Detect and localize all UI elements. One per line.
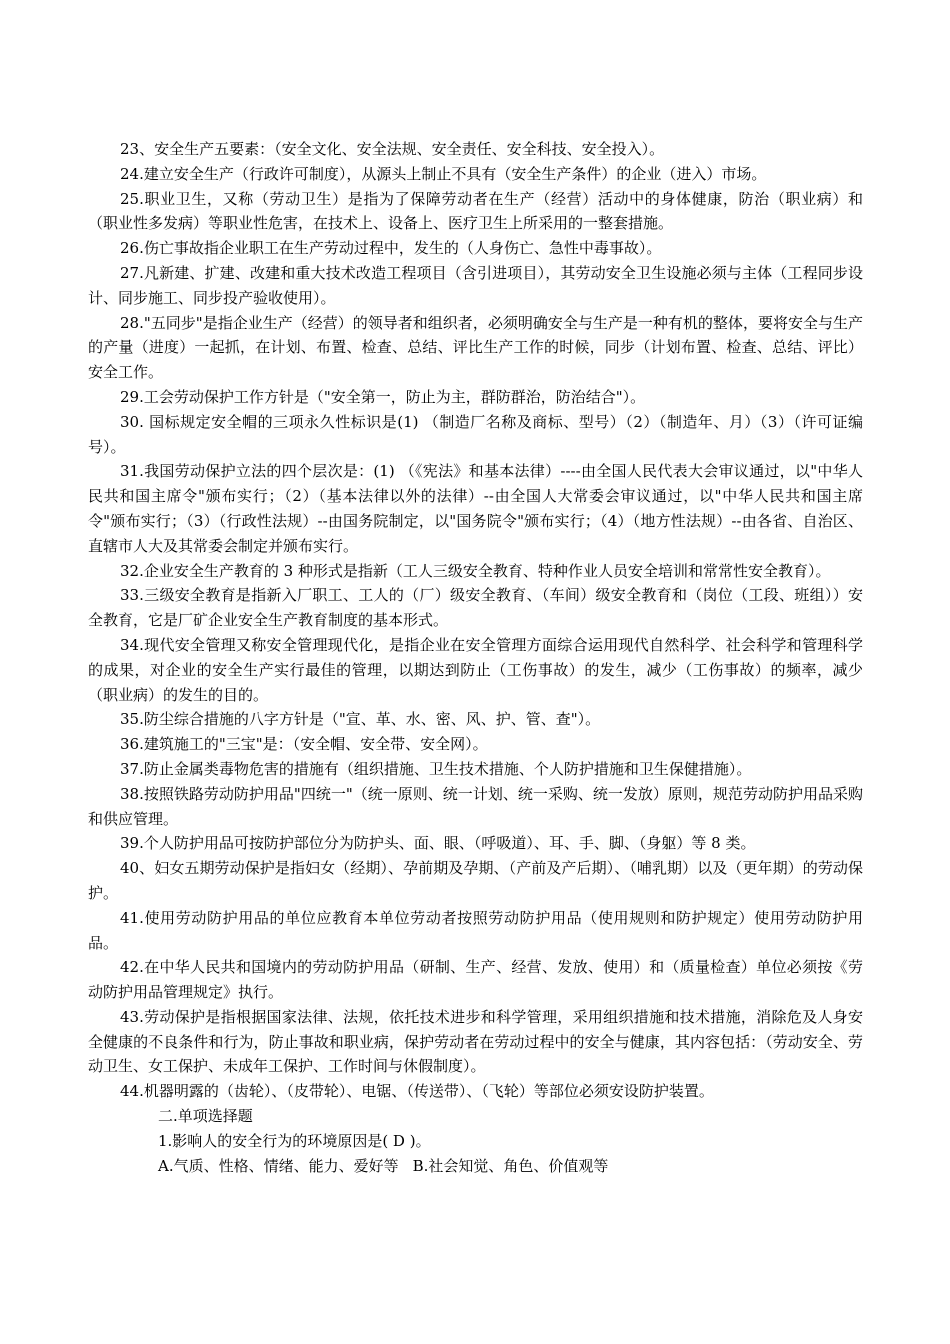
item-29: 29.工会劳动保护工作方针是（"安全第一，防止为主，群防群治，防治结合"）。 [120,387,646,406]
item-35: 35.防尘综合措施的八字方针是（"宣、革、水、密、风、护、管、查"）。 [120,710,601,729]
item-25: 25.职业卫生，又称（劳动卫生）是指为了保障劳动者在生产（经营）活动中的身体健康，防治（职业病）和（职业性多发病）等职业性危害，在技术上、设备上、医疗卫生上所采用的一整套措施。 [88,189,863,233]
item-30: 30. 国标规定安全帽的三项永久性标识是(1) （制造厂名称及商标、型号）（2）（制造年、月）（3）（许可证编号）。 [88,412,863,456]
item-34: 34.现代安全管理又称安全管理现代化，是指企业在安全管理方面综合运用现代自然科学、社会科学和管理科学的成果，对企业的安全生产实行最佳的管理，以期达到防止（工伤事故）的发生，减少（工伤事故）的频率，减少（职业病）的发生的目的。 [88,635,863,704]
item-39: 39.个人防护用品可按防护部位分为防护头、面、眼、（呼吸道）、耳、手、脚、（身躯）等 8 类。 [120,834,756,853]
section-title: 二.单项选择题 [158,1107,253,1126]
item-40: 40、妇女五期劳动保护是指妇女（经期）、孕前期及孕期、（产前及产后期）、（哺乳期）以及（更年期）的劳动保护。 [88,859,863,902]
question-1: 1.影响人的安全行为的环境原因是( D )。 [158,1131,431,1150]
item-32: 32.企业安全生产教育的 3 种形式是指新（工人三级安全教育、特种作业人员安全培训和常常性安全教育）。 [120,561,831,580]
item-44: 44.机器明露的（齿轮）、（皮带轮）、电锯、（传送带）、（飞轮）等部位必须安设防护装置。 [120,1082,714,1101]
item-42: 42.在中华人民共和国境内的劳动防护用品（研制、生产、经营、发放、使用）和（质量检查）单位必须按《劳动防护用品管理规定》执行。 [88,958,863,1002]
item-38: 38.按照铁路劳动防护用品"四统一"（统一原则、统一计划、统一采购、统一发放）原则，规范劳动防护用品采购和供应管理。 [88,784,863,828]
item-23: 23、安全生产五要素：（安全文化、安全法规、安全责任、安全科技、安全投入）。 [120,140,665,158]
item-26: 26.伤亡事故指企业职工在生产劳动过程中，发生的（人身伤亡、急性中毒事故）。 [120,239,662,258]
document-body [88,137,863,1178]
item-28: 28."五同步"是指企业生产（经营）的领导者和组织者，必须明确安全与生产是一种有机的整体，要将安全与生产的产量（进度）一起抓，在计划、布置、检查、总结、评比生产工作的时候，同步（计划布置、检查、总结、评比）安全工作。 [88,313,863,382]
item-31: 31.我国劳动保护立法的四个层次是：(1) （《宪法》和基本法律）----由全国人民代表大会审议通过，以"中华人民共和国主席令"颁布实行；（2）（基本法律以外的法律）--由全国人大常委会审议通过，以"中华人民共和国主席令"颁布实行；（3）（行政性法规）--由国务院制定，以"国务院令"颁布实行；（4）（地方性法规）--由各省、自治区、直辖市人大及其常委会制定并颁布实行。 [88,462,863,555]
item-36: 36.建筑施工的"三宝"是：（安全帽、安全带、安全网）。 [120,735,488,754]
question-1-options [88,1154,863,1179]
item-43: 43.劳动保护是指根据国家法律、法规，依托技术进步和科学管理，采用组织措施和技术措施，消除危及人身安全健康的不良条件和行为，防止事故和职业病，保护劳动者在劳动过程中的安全与健康，其内容包括：（劳动安全、劳动卫生、女工保护、未成年工保护、工作时间与休假制度）。 [88,1007,863,1076]
item-33: 33.三级安全教育是指新入厂职工、工人的（厂）级安全教育、（车间）级安全教育和（岗位（工段、班组））安全教育，它是厂矿企业安全生产教育制度的基本形式。 [88,586,863,630]
item-41: 41.使用劳动防护用品的单位应教育本单位劳动者按照劳动防护用品（使用规则和防护规定）使用劳动防护用品。 [88,908,863,952]
item-37: 37.防止金属类毒物危害的措施有（组织措施、卫生技术措施、个人防护措施和卫生保健措施）。 [120,759,752,778]
item-24: 24.建立安全生产（行政许可制度），从源头上制止不具有（安全生产条件）的企业（进入）市场。 [120,164,767,183]
option-b: B.社会知觉、角色、价值观等 [412,1156,609,1175]
option-a: A.气质、性格、情绪、能力、爱好等 [158,1156,399,1175]
item-27: 27.凡新建、扩建、改建和重大技术改造工程项目（含引进项目），其劳动安全卫生设施必须与主体（工程同步设计、同步施工、同步投产验收使用）。 [88,263,863,307]
